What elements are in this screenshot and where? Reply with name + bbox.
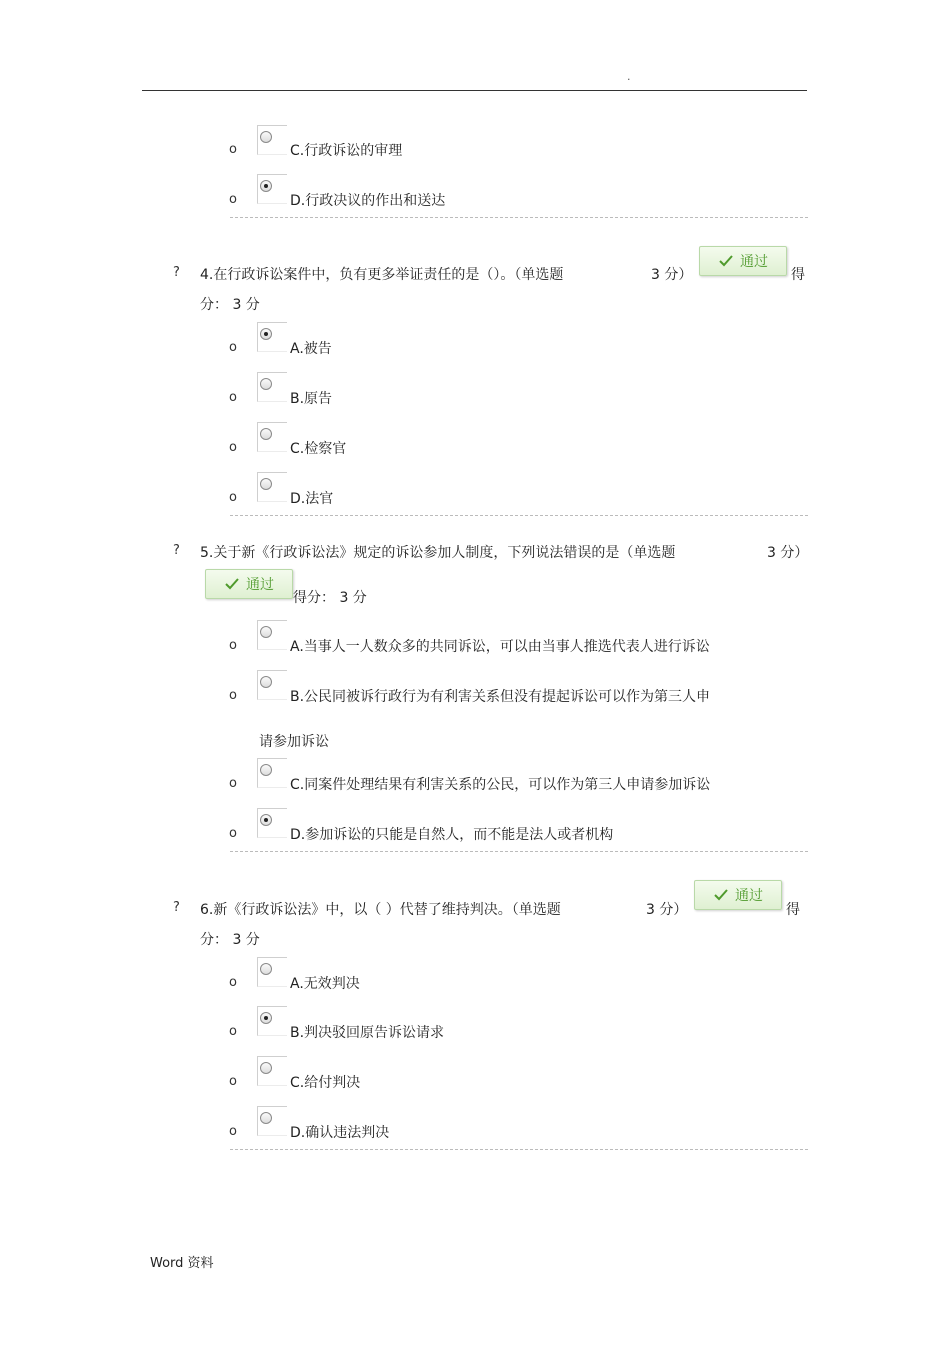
option-label: B.判决驳回原告诉讼请求 (290, 1025, 445, 1041)
question-marker: ? (173, 900, 180, 915)
bullet: o (229, 1124, 237, 1139)
option-label: C.检察官 (290, 441, 347, 457)
radio-button[interactable] (260, 428, 272, 440)
pass-badge (694, 880, 782, 910)
score-label: 得 (786, 902, 800, 918)
check-icon (224, 577, 240, 591)
bullet: o (229, 490, 237, 505)
divider (230, 217, 808, 218)
question-text: 5.关于新《行政诉讼法》规定的诉讼参加人制度，下列说法错误的是（单选题 (200, 545, 676, 561)
option-label: C.同案件处理结果有利害关系的公民，可以作为第三人申请参加诉讼 (290, 777, 711, 793)
score-line: 分： 3 分 (200, 297, 260, 313)
option-radio-box[interactable] (257, 125, 287, 155)
option-radio-box[interactable] (257, 1006, 287, 1036)
divider (230, 515, 808, 516)
bullet: o (229, 1074, 237, 1089)
option-radio-box[interactable] (257, 372, 287, 402)
question-points: 3 分） (651, 267, 693, 283)
option-radio-box[interactable] (257, 808, 287, 838)
radio-button[interactable] (260, 764, 272, 776)
option-label: A.被告 (290, 341, 332, 357)
option-radio-box[interactable] (257, 1056, 287, 1086)
bullet: o (229, 142, 237, 157)
option-label: C.给付判决 (290, 1075, 361, 1091)
option-label: B.公民同被诉行政行为有利害关系但没有提起诉讼可以作为第三人申 (290, 689, 711, 705)
radio-button[interactable] (260, 1062, 272, 1074)
option-radio-box[interactable] (257, 758, 287, 788)
option-radio-box[interactable] (257, 620, 287, 650)
divider (230, 1149, 808, 1150)
score-line: 得分： 3 分 (293, 590, 367, 606)
option-label: A.无效判决 (290, 976, 360, 992)
pass-badge-label: 通过 (246, 577, 274, 593)
option-radio-box[interactable] (257, 957, 287, 987)
question-marker: ? (173, 265, 180, 280)
radio-button-selected[interactable] (260, 328, 272, 340)
option-radio-box[interactable] (257, 174, 287, 204)
radio-button[interactable] (260, 478, 272, 490)
question-points: 3 分） (767, 545, 809, 561)
radio-button-selected[interactable] (260, 814, 272, 826)
radio-button-selected[interactable] (260, 1012, 272, 1024)
option-radio-box[interactable] (257, 472, 287, 502)
radio-button[interactable] (260, 963, 272, 975)
option-label: D.确认违法判决 (290, 1125, 390, 1141)
question-text: 6.新《行政诉讼法》中，以（ ）代替了维持判决。（单选题 (200, 902, 561, 918)
bullet: o (229, 826, 237, 841)
radio-button[interactable] (260, 676, 272, 688)
divider (230, 851, 808, 852)
score-line: 分： 3 分 (200, 932, 260, 948)
option-radio-box[interactable] (257, 670, 287, 700)
option-radio-box[interactable] (257, 322, 287, 352)
option-label: C.行政诉讼的审理 (290, 143, 403, 159)
radio-button[interactable] (260, 378, 272, 390)
bullet: o (229, 688, 237, 703)
header-dot: . (627, 70, 631, 83)
option-radio-box[interactable] (257, 1106, 287, 1136)
bullet: o (229, 975, 237, 990)
question-points: 3 分） (646, 902, 688, 918)
bullet: o (229, 776, 237, 791)
option-label: A.当事人一人数众多的共同诉讼，可以由当事人推选代表人进行诉讼 (290, 639, 710, 655)
option-label: D.法官 (290, 491, 334, 507)
bullet: o (229, 440, 237, 455)
option-label: D.参加诉讼的只能是自然人，而不能是法人或者机构 (290, 827, 614, 843)
option-label: D.行政决议的作出和送达 (290, 193, 446, 209)
question-text: 4.在行政诉讼案件中，负有更多举证责任的是（）。（单选题 (200, 267, 564, 283)
header-rule (142, 90, 807, 91)
option-radio-box[interactable] (257, 422, 287, 452)
footer-text: Word 资料 (150, 1256, 214, 1271)
bullet: o (229, 1024, 237, 1039)
question-marker: ? (173, 543, 180, 558)
score-label: 得 (791, 267, 805, 283)
radio-button[interactable] (260, 1112, 272, 1124)
check-icon (718, 254, 734, 268)
radio-button-selected[interactable] (260, 180, 272, 192)
pass-badge (699, 246, 787, 276)
pass-badge-label: 通过 (735, 888, 763, 904)
bullet: o (229, 340, 237, 355)
radio-button[interactable] (260, 626, 272, 638)
bullet: o (229, 192, 237, 207)
check-icon (713, 888, 729, 902)
radio-button[interactable] (260, 131, 272, 143)
option-label-continuation: 请参加诉讼 (259, 734, 329, 750)
option-label: B.原告 (290, 391, 333, 407)
pass-badge-label: 通过 (740, 254, 768, 270)
pass-badge (205, 569, 293, 599)
bullet: o (229, 390, 237, 405)
bullet: o (229, 638, 237, 653)
